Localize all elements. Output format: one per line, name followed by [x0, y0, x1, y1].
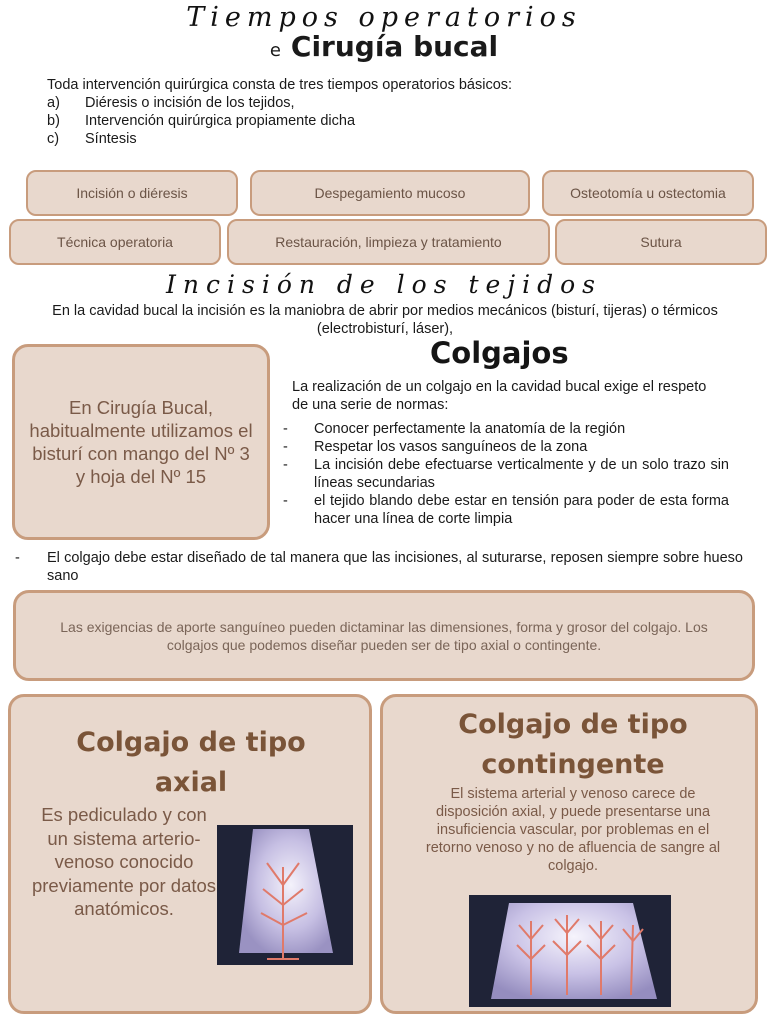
incision-text: En la cavidad bucal la incisión es la maniobra de abrir por medios mecánicos (bisturí, tijeras) o térmicos (electrobisturí, láser),	[52, 303, 718, 337]
contingente-text: El sistema arterial y venoso carece de disposición axial, y puede presentarse una insuficiencia vascular, por problemas en el retorno venoso y no de afluencia de sangre al colgajo.	[425, 786, 721, 874]
step-pill: Técnica operatoria	[9, 219, 221, 265]
page-subtitle	[0, 30, 768, 63]
last-rule-text: El colgajo debe estar diseñado de tal manera que las incisiones, al suturarse, reposen siempre sobre hueso sano	[47, 550, 743, 584]
intro-item	[47, 112, 627, 130]
intro-item	[47, 94, 627, 112]
colgajos-rules	[283, 420, 729, 528]
contingente-flap-illustration	[469, 895, 671, 1007]
last-rule	[15, 549, 743, 585]
step-pill: Osteotomía u ostectomia	[542, 170, 754, 216]
rule-dash: -	[283, 439, 288, 455]
rule-dash: -	[15, 550, 20, 566]
intro-item-marker: c)	[47, 131, 60, 147]
intro-item	[47, 130, 627, 148]
axial-text: Es pediculado y con un sistema arterio-venoso conocido previamente por datos anatómicos.	[31, 804, 217, 919]
contingente-flap-image	[469, 895, 671, 1007]
intro-lead: Toda intervención quirúrgica consta de tres tiempos operatorios básicos:	[47, 77, 513, 93]
intro-item-marker: b)	[47, 113, 60, 129]
bisturi-card	[12, 344, 270, 540]
incision-heading: Incisión de los tejidos	[166, 270, 602, 299]
rule-text: el tejido blando debe estar en tensión para poder de esta forma hacer una línea de corte limpia	[314, 493, 729, 527]
contingente-card	[380, 694, 758, 1014]
rule-text: Respetar los vasos sanguíneos de la zona	[314, 439, 588, 455]
supply-card	[13, 590, 755, 681]
rule-item	[283, 492, 729, 528]
rule-item	[283, 420, 729, 438]
rule-dash: -	[283, 421, 288, 437]
bisturi-text: En Cirugía Bucal, habitualmente utilizamos el bisturí con mango del Nº 3 y hoja del Nº 15	[29, 397, 253, 487]
step-pill: Despegamiento mucoso	[250, 170, 530, 216]
rule-item	[283, 456, 729, 492]
supply-text: Las exigencias de aporte sanguíneo pueden dictaminar las dimensiones, forma y grosor del colgajo. Los colgajos que podemos diseñar pueden ser de tipo axial o contingente.	[60, 618, 708, 653]
intro-item-text: Intervención quirúrgica propiamente dicha	[85, 113, 356, 129]
rule-dash: -	[283, 493, 288, 509]
page-title: Tiempos operatorios	[186, 2, 582, 33]
title-line2: Cirugía bucal	[290, 30, 499, 63]
colgajos-heading: Colgajos	[430, 336, 569, 370]
rule-text: La incisión debe efectuarse verticalmente y de un solo trazo sin líneas secundarias	[314, 457, 729, 491]
step-pill: Incisión o diéresis	[26, 170, 238, 216]
rule-item	[283, 438, 729, 456]
step-pill: Restauración, limpieza y tratamiento	[227, 219, 550, 265]
intro-block	[47, 76, 627, 148]
colgajos-lead: La realización de un colgajo en la cavidad bucal exige el respeto de una serie de normas:	[292, 379, 707, 413]
step-pill: Sutura	[555, 219, 767, 265]
title-prefix: e	[269, 40, 281, 61]
intro-item-text: Síntesis	[85, 131, 137, 147]
intro-item-text: Diéresis o incisión de los tejidos,	[85, 95, 295, 111]
rule-text: Conocer perfectamente la anatomía de la región	[314, 421, 626, 437]
axial-flap-illustration	[217, 825, 353, 965]
axial-flap-image	[217, 825, 353, 965]
intro-item-marker: a)	[47, 95, 60, 111]
contingente-title: Colgajo de tipo contingente	[458, 709, 688, 780]
axial-title: Colgajo de tipo axial	[76, 727, 306, 798]
axial-card	[8, 694, 372, 1014]
rule-dash: -	[283, 457, 288, 473]
